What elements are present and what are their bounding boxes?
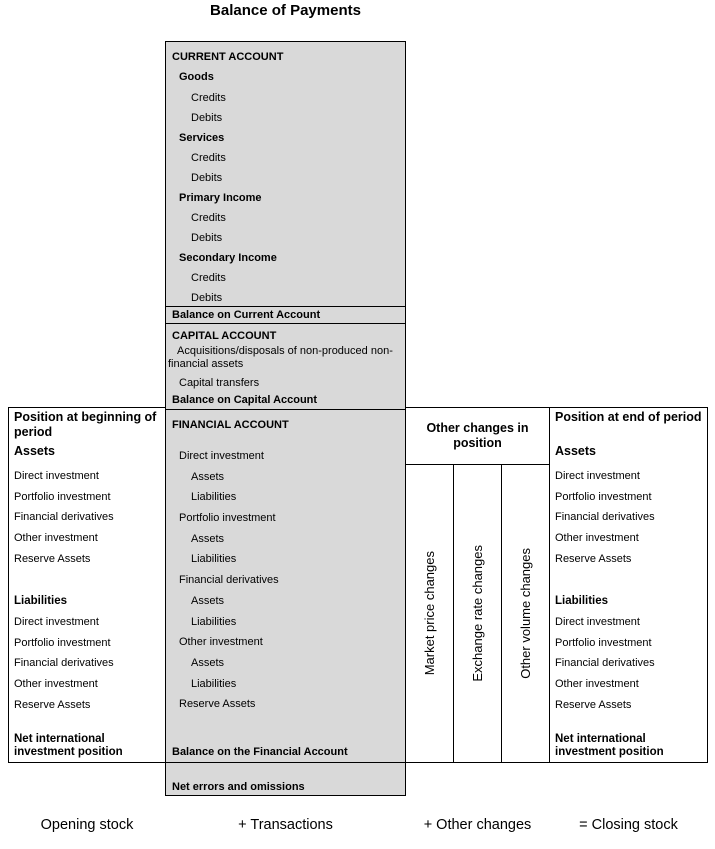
exchange-rate-changes-label: Exchange rate changes: [470, 545, 485, 682]
acquisitions-disposals-row: Acquisitions/disposals of non-produced non-financial assets: [168, 345, 393, 370]
closing-stock-label: = Closing stock: [579, 817, 678, 833]
closing-asset-portfolio-investment: Portfolio investment: [555, 491, 652, 503]
balance-current-account-row: Balance on Current Account: [172, 309, 321, 321]
services-credits-row: Credits: [191, 152, 226, 164]
closing-assets-header: Assets: [555, 444, 596, 458]
goods-row: Goods: [179, 71, 214, 83]
closing-asset-direct-investment: Direct investment: [555, 470, 640, 482]
services-debits-row: Debits: [191, 172, 223, 184]
goods-debits-row: Debits: [191, 112, 223, 124]
fa-portfolio-investment-row: Portfolio investment: [179, 512, 276, 524]
divider-line: [166, 323, 405, 324]
divider-line: [166, 409, 405, 410]
closing-position-header: Position at end of period: [555, 410, 702, 424]
capital-account-header: CAPITAL ACCOUNT: [172, 330, 277, 342]
closing-position-box: [549, 407, 708, 763]
opening-asset-portfolio-investment: Portfolio investment: [14, 491, 111, 503]
divider-line: [166, 762, 405, 763]
transactions-label: + Transactions: [238, 817, 333, 833]
exchange-rate-changes-column: [453, 465, 501, 762]
opening-assets-header: Assets: [14, 444, 55, 458]
primary-income-credits-row: Credits: [191, 212, 226, 224]
opening-position-box: [8, 407, 166, 763]
closing-niip-footer: Net international investment position: [555, 733, 664, 758]
fa-fd-assets-row: Assets: [191, 595, 225, 607]
goods-credits-row: Credits: [191, 92, 226, 104]
other-changes-header-label: Other changes in position: [426, 421, 529, 450]
market-price-changes-column: [406, 465, 453, 762]
closing-liability-direct-investment: Direct investment: [555, 616, 640, 628]
fa-direct-investment-row: Direct investment: [179, 450, 264, 462]
closing-asset-financial-derivatives: Financial derivatives: [555, 511, 655, 523]
fa-pi-assets-row: Assets: [191, 533, 225, 545]
closing-asset-other-investment: Other investment: [555, 532, 639, 544]
current-account-header: CURRENT ACCOUNT: [172, 51, 284, 63]
fa-di-liabilities-row: Liabilities: [191, 491, 237, 503]
fa-oi-liabilities-row: Liabilities: [191, 678, 237, 690]
net-errors-omissions-row: Net errors and omissions: [172, 781, 305, 793]
services-row: Services: [179, 132, 225, 144]
page-title: Balance of Payments: [210, 2, 361, 19]
primary-income-debits-row: Debits: [191, 232, 223, 244]
other-changes-columns: [405, 464, 550, 763]
fa-financial-derivatives-row: Financial derivatives: [179, 574, 279, 586]
closing-liability-other-investment: Other investment: [555, 678, 639, 690]
fa-fd-liabilities-row: Liabilities: [191, 616, 237, 628]
balance-financial-account-row: Balance on the Financial Account: [172, 746, 348, 758]
fa-pi-liabilities-row: Liabilities: [191, 553, 237, 565]
balance-capital-account-row: Balance on Capital Account: [172, 394, 318, 406]
opening-liability-portfolio-investment: Portfolio investment: [14, 637, 111, 649]
fa-di-assets-row: Assets: [191, 471, 225, 483]
divider-line: [166, 306, 405, 307]
closing-liability-portfolio-investment: Portfolio investment: [555, 637, 652, 649]
secondary-income-credits-row: Credits: [191, 272, 226, 284]
financial-account-header: FINANCIAL ACCOUNT: [172, 419, 289, 431]
market-price-changes-label: Market price changes: [422, 551, 437, 676]
transactions-column: [165, 41, 406, 796]
closing-liability-reserve-assets: Reserve Assets: [555, 699, 632, 711]
opening-liability-direct-investment: Direct investment: [14, 616, 99, 628]
closing-asset-reserve-assets: Reserve Assets: [555, 553, 632, 565]
other-volume-changes-label: Other volume changes: [518, 548, 533, 679]
secondary-income-debits-row: Debits: [191, 292, 223, 304]
opening-stock-label: Opening stock: [40, 817, 134, 833]
closing-liability-financial-derivatives: Financial derivatives: [555, 657, 655, 669]
opening-niip-footer: Net international investment position: [14, 733, 123, 758]
other-volume-changes-column: [501, 465, 549, 762]
opening-liabilities-header: Liabilities: [14, 595, 68, 607]
opening-asset-financial-derivatives: Financial derivatives: [14, 511, 114, 523]
other-changes-header-box: [405, 407, 550, 465]
opening-asset-other-investment: Other investment: [14, 532, 98, 544]
opening-asset-reserve-assets: Reserve Assets: [14, 553, 91, 565]
fa-reserve-assets-row: Reserve Assets: [179, 698, 256, 710]
opening-position-header: Position at beginning of period: [14, 410, 157, 439]
fa-oi-assets-row: Assets: [191, 657, 225, 669]
opening-liability-financial-derivatives: Financial derivatives: [14, 657, 114, 669]
opening-asset-direct-investment: Direct investment: [14, 470, 99, 482]
capital-transfers-row: Capital transfers: [179, 377, 260, 389]
opening-liability-reserve-assets: Reserve Assets: [14, 699, 91, 711]
fa-other-investment-row: Other investment: [179, 636, 263, 648]
closing-liabilities-header: Liabilities: [555, 595, 609, 607]
opening-liability-other-investment: Other investment: [14, 678, 98, 690]
primary-income-row: Primary Income: [179, 192, 262, 204]
secondary-income-row: Secondary Income: [179, 252, 277, 264]
other-changes-label: + Other changes: [423, 817, 532, 833]
